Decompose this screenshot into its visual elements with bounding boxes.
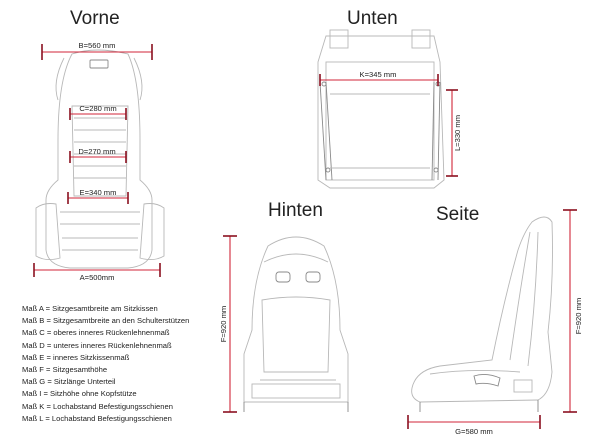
dimension-f-back	[219, 236, 237, 412]
legend-item: Maß C = oberes inneres Rückenlehnenmaß	[22, 328, 170, 338]
back-view-title: Hinten	[268, 200, 323, 221]
back-view-seat	[244, 237, 348, 412]
legend-item: Maß L = Lochabstand Befestigungsschienen	[22, 413, 172, 423]
legend-item: Maß K = Lochabstand Befestigungsschienen	[22, 401, 173, 411]
bottom-view-frame	[318, 30, 444, 188]
legend-item: Maß D = unteres inneres Rückenlehnenmaß	[22, 340, 172, 350]
dimension-k	[320, 70, 438, 86]
dimension-f-side-label: F=920 mm	[574, 297, 583, 335]
dimension-legend	[22, 303, 189, 425]
dimension-c-label: C=280 mm	[79, 104, 117, 113]
legend-item: Maß I = Sitzhöhe ohne Kopfstütze	[22, 389, 137, 399]
dimension-e-label: E=340 mm	[79, 188, 117, 197]
dimension-b-label: B=560 mm	[78, 41, 116, 50]
side-view-seat	[412, 217, 553, 412]
legend-item: Maß G = Sitzlänge Unterteil	[22, 377, 116, 387]
dimension-d-label: D=270 mm	[78, 147, 116, 156]
dimension-f-side	[563, 210, 583, 412]
front-view-title: Vorne	[70, 8, 120, 29]
dimension-l-label: L=330 mm	[453, 114, 462, 152]
dimension-b	[42, 41, 152, 60]
legend-item: Maß E = inneres Sitzkissenmaß	[22, 352, 130, 362]
front-view-seat	[36, 50, 164, 268]
dimension-l	[446, 90, 462, 176]
dimension-a	[34, 263, 160, 282]
dimension-g-label: G=580 mm	[455, 427, 493, 436]
dimension-d	[70, 147, 126, 163]
dimension-a-label: A=500mm	[79, 273, 115, 282]
legend-item: Maß F = Sitzgesamthöhe	[22, 364, 108, 374]
bottom-view-title: Unten	[347, 8, 398, 29]
dimension-f-back-label: F=920 mm	[219, 305, 228, 343]
dimension-g	[408, 415, 540, 436]
legend-item: Maß A = Sitzgesamtbreite am Sitzkissen	[22, 304, 158, 313]
side-view-title: Seite	[436, 204, 480, 225]
dimension-k-label: K=345 mm	[359, 70, 397, 79]
legend-item: Maß B = Sitzgesamtbreite an den Schulterstützen	[22, 316, 190, 326]
